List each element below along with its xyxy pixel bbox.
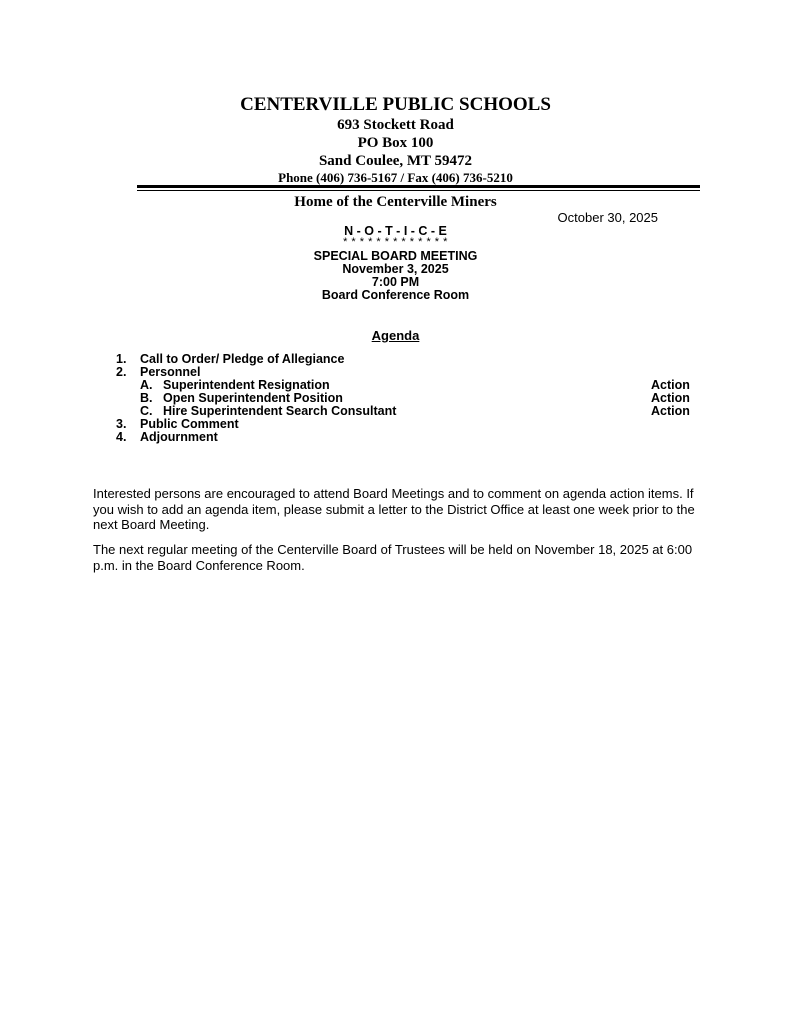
agenda-subitem-label: Open Superintendent Position bbox=[163, 391, 343, 405]
agenda-subitem-letter: C. bbox=[140, 404, 153, 418]
agenda-item-label: Public Comment bbox=[140, 417, 239, 431]
meeting-location: Board Conference Room bbox=[321, 288, 470, 302]
meeting-type: SPECIAL BOARD MEETING bbox=[313, 249, 478, 263]
meeting-date: November 3, 2025 bbox=[342, 262, 449, 276]
address-city: Sand Coulee, MT 59472 bbox=[318, 153, 473, 169]
agenda-action-label: Action bbox=[651, 378, 690, 392]
next-meeting-paragraph: The next regular meeting of the Centerville Board of Trustees will be held on November 18, 2025 at 6:00 p.m. in the Board Conference Room. bbox=[93, 542, 693, 573]
agenda-item-number: 4. bbox=[116, 430, 127, 444]
agenda-title: Agenda bbox=[371, 328, 420, 343]
agenda-item-label: Adjournment bbox=[140, 430, 218, 444]
agenda-item-label: Call to Order/ Pledge of Allegiance bbox=[140, 352, 345, 366]
agenda-action-label: Action bbox=[651, 391, 690, 405]
school-tagline: Home of the Centerville Miners bbox=[294, 194, 497, 210]
agenda-list bbox=[0, 353, 791, 444]
agenda-subitem-letter: A. bbox=[140, 378, 153, 392]
agenda-item-number: 2. bbox=[116, 365, 127, 379]
header-divider-thick bbox=[137, 185, 700, 188]
meeting-time: 7:00 PM bbox=[371, 275, 420, 289]
address-po-box: PO Box 100 bbox=[357, 135, 434, 151]
school-name: CENTERVILLE PUBLIC SCHOOLS bbox=[240, 94, 551, 115]
phone-fax: Phone (406) 736-5167 / Fax (406) 736-5210 bbox=[278, 170, 513, 185]
attendance-paragraph: Interested persons are encouraged to attend Board Meetings and to comment on agenda action items. If you wish to add an agenda item, please submit a letter to the District Office at least one week prior to the next Board Meeting. bbox=[93, 486, 695, 532]
agenda-subitem-label: Superintendent Resignation bbox=[163, 378, 330, 392]
notice-date: October 30, 2025 bbox=[557, 210, 658, 225]
agenda-item-label: Personnel bbox=[140, 365, 201, 379]
agenda-subitem-label: Hire Superintendent Search Consultant bbox=[163, 404, 397, 418]
notice-title: N - O - T - I - C - E bbox=[344, 224, 447, 238]
agenda-item-number: 3. bbox=[116, 417, 127, 431]
agenda-action-label: Action bbox=[651, 404, 690, 418]
address-street: 693 Stockett Road bbox=[337, 117, 454, 133]
agenda-item-number: 1. bbox=[116, 352, 127, 366]
agenda-item bbox=[0, 431, 791, 444]
notice-stars: * * * * * * * * * * * * * bbox=[343, 236, 448, 248]
header-divider-thin bbox=[137, 190, 700, 191]
agenda-subitem-letter: B. bbox=[140, 391, 153, 405]
